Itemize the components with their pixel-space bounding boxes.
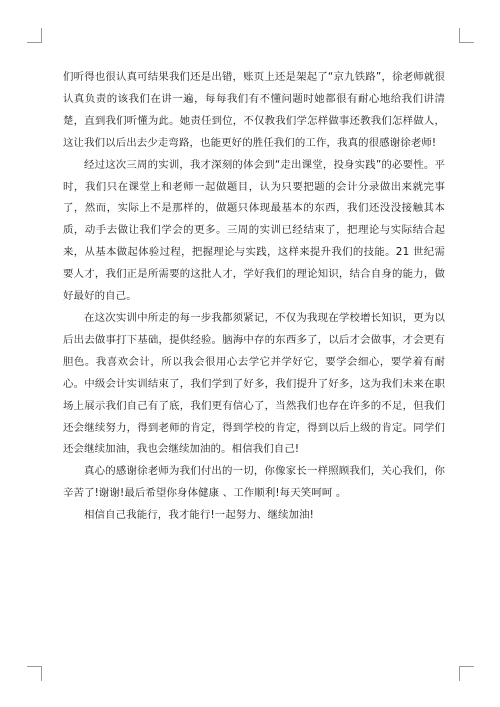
- paragraph-3: 在这次实训中所走的每一步我都须紧记，不仅为我现在学校增长知识，更为以后出去做事打下基础，提供经验。脑海中存的东西多了，以后才会做事，才会更有胆色。我喜欢会计，所以我会很用心去学它并学好它，要学会细心，要学着有耐心。中级会计实训结束了，我们学到了好多，我们提升了好多，这为我们未来在职场上展示我们自己有了底，我们更有信心了，当然我们也存在许多的不足，但我们还会继续努力，得到老师的肯定，得到学校的肯定，得到以后上级的肯定。同学们还会继续加油，我也会继续加油的。相信我们自己!: [63, 311, 445, 456]
- crop-mark-top-right: [459, 28, 474, 43]
- paragraph-2: 经过这次三周的实训，我才深刻的体会到“走出课堂，投身实践”的必要性。平时，我们只在课堂上和老师一起做题目，认为只要把题的会计分录做出来就完事了，然而，实际上不是那样的，做题只体现最基本的东西，我们还没没接触其本质，动手去做让我们学会的更多。三周的实训已经结束了，把理论与实际结合起来，从基本做起体验过程，把握理论与实践，这样来提升我们的技能。21 世纪需要人才，我们正是所需要的这批人才，学好我们的理论知识，结合自身的能力，做好最好的自己。: [63, 158, 445, 303]
- crop-mark-bottom-left: [27, 666, 42, 681]
- paragraph-1: 们听得也很认真可结果我们还是出错，账页上还是架起了“京九铁路”，徐老师就很认真负责的该我们在讲一遍，每每我们有不懂问题时她都很有耐心地给我们讲清楚，直到我们听懂为此。她责任到位，不仅教我们学怎样做事还教我们怎样做人，这让我们以后出去少走弯路，也能更好的胜任我们的工作，我真的很感谢徐老师!: [63, 71, 445, 149]
- paragraph-4: 真心的感谢徐老师为我们付出的一切，你像家长一样照顾我们，关心我们，你辛苦了!谢谢!最后希望你身体健康 、工作顺利!每天笑呵呵 。: [63, 465, 445, 500]
- crop-mark-bottom-right: [459, 666, 474, 681]
- paragraph-5: 相信自己我能行，我才能行!一起努力、继续加油!: [84, 509, 314, 522]
- crop-mark-top-left: [27, 28, 42, 43]
- document-body: [63, 67, 445, 527]
